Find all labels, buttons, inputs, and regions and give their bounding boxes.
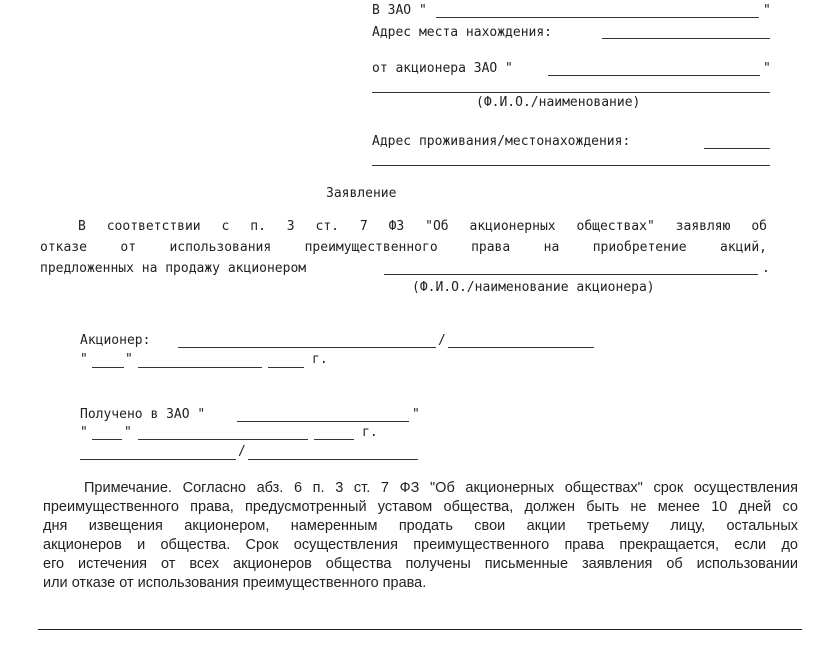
date-day-line: [92, 367, 124, 368]
note-line-6: или отказе от использования преимущественного права.: [43, 575, 427, 591]
body-line-1: В соответствии с п. 3 ст. 7 ФЗ "Об акционерных обществах" заявляю об: [78, 219, 767, 234]
receipt-date-close-quote: ": [124, 425, 132, 440]
residence-line: [704, 148, 770, 149]
signature-name-line: [448, 347, 594, 348]
body-line-3: предложенных на продажу акционером: [40, 261, 307, 276]
shareholder-name-line-2: [372, 92, 770, 93]
seller-caption: (Ф.И.О./наименование акционера): [412, 280, 655, 295]
note-line-5: его истечения от всех акционеров общества получены письменные заявления об использовании: [43, 556, 798, 572]
receipt-day-line: [92, 439, 122, 440]
body-line-2: отказе от использования преимущественного права на приобретение акций,: [40, 240, 767, 255]
note-line-3: дня извещения акционером, намеренным продать свои акции третьему лицу, остальных: [43, 518, 798, 534]
receipt-slash: /: [238, 444, 246, 459]
address-label: Адрес места нахождения:: [372, 25, 553, 40]
shareholder-name-line: [548, 75, 760, 76]
date-month-line: [138, 367, 262, 368]
date-open-quote: ": [80, 352, 88, 367]
company-name-line: [436, 17, 759, 18]
from-shareholder-label: от акционера ЗАО ": [372, 61, 513, 76]
body-line-3-end: .: [762, 261, 770, 276]
fio-caption: (Ф.И.О./наименование): [476, 95, 641, 110]
signature-slash: /: [438, 333, 446, 348]
receipt-date-open-quote: ": [80, 425, 88, 440]
note-line-4: акционеров и общества. Срок осуществления преимущественного права прекращается, если до: [43, 537, 798, 553]
receipt-signature-line: [80, 459, 236, 460]
note-line-1: Примечание. Согласно абз. 6 п. 3 ст. 7 ФЗ "Об акционерных обществах" срок осуществления: [84, 480, 798, 496]
to-company-label: В ЗАО ": [372, 3, 427, 18]
receipt-month-line: [138, 439, 308, 440]
receipt-year-line: [314, 439, 354, 440]
residence-label: Адрес проживания/местонахождения:: [372, 134, 631, 149]
document-title: Заявление: [326, 186, 397, 201]
address-line: [602, 38, 770, 39]
residence-line-2: [372, 165, 770, 166]
date-year-line: [268, 367, 304, 368]
note-line-2: преимущественного права, предусмотренный уставом общества, должен быть не менее 10 дней со: [43, 499, 798, 515]
to-company-close-quote: ": [763, 3, 771, 18]
from-shareholder-close-quote: ": [763, 61, 771, 76]
receipt-close-quote: ": [412, 407, 420, 422]
receipt-company-line: [237, 421, 409, 422]
shareholder-signature-label: Акционер:: [80, 333, 151, 348]
date-close-quote: ": [125, 352, 133, 367]
receipt-name-line: [248, 459, 418, 460]
bottom-rule: [38, 629, 802, 630]
receipt-label: Получено в ЗАО ": [80, 407, 206, 422]
seller-name-line: [384, 274, 758, 275]
date-year-suffix: г.: [312, 352, 328, 367]
signature-line: [178, 347, 436, 348]
receipt-year-suffix: г.: [362, 425, 378, 440]
